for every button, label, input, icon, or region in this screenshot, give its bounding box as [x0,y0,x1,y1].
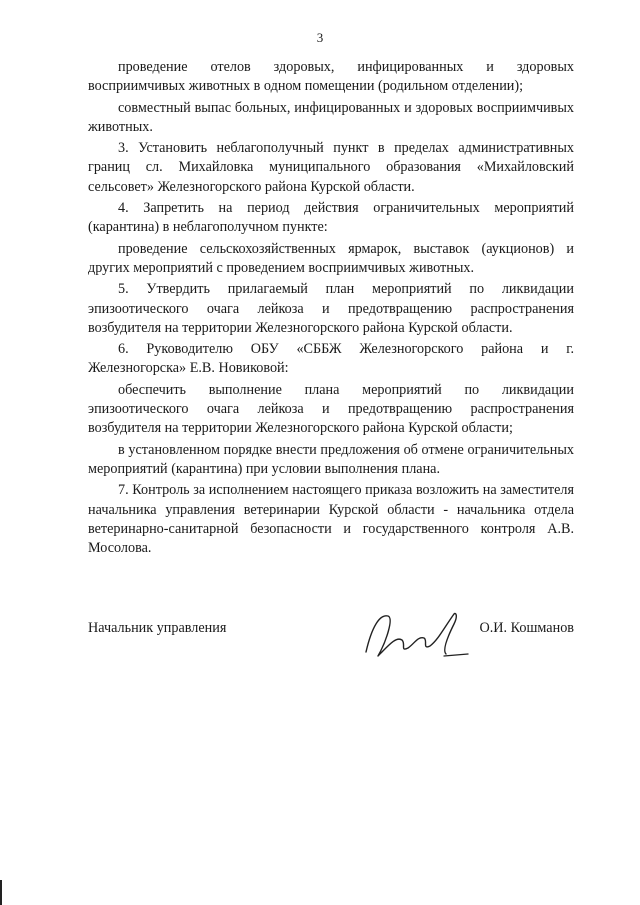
order-body [88,58,574,560]
page-number: 3 [316,30,324,45]
paragraph-calving-clause: проведение отелов здоровых, инфицированных и здоровых восприимчивых животных в одном помещении (родильном отделении); [88,59,574,95]
paragraph-item-6: 6. Руководителю ОБУ «СББЖ Железногорского района и г. Железногорска» Е.В. Новиковой: [88,341,574,377]
paragraph-item-7: 7. Контроль за исполнением настоящего приказа возложить на заместителя начальника управления ветеринарии Курской области - начальника отдела ветеринарно-санитарной безопасности и государственного контроля А.В. Мосолова. [88,482,574,557]
signatory-name: О.И. Кошманов [479,620,574,636]
paragraph-proposals-clause: в установленном порядке внести предложения об отмене ограничительных мероприятий (карантина) при условии выполнения плана. [88,441,574,477]
margin-mark [0,880,2,905]
paragraph-item-5: 5. Утвердить прилагаемый план мероприятий по ликвидации эпизоотического очага лейкоза и предотвращению распространения возбудителя на территории Железногорского района Курской области. [88,281,574,336]
paragraph-ensure-clause: обеспечить выполнение плана мероприятий по ликвидации эпизоотического очага лейкоза и предотвращению распространения возбудителя на территории Железногорского района Курской области; [88,381,574,437]
paragraph-item-4: 4. Запретить на период действия ограничительных мероприятий (карантина) в неблагополучном пункте: [88,200,574,236]
signature-block [88,620,574,680]
signatory-position: Начальник управления [88,620,227,636]
paragraph-fairs-clause: проведение сельскохозяйственных ярмарок, выставок (аукционов) и других мероприятий с проведением восприимчивых животных. [88,240,574,276]
paragraph-item-3: 3. Установить неблагополучный пункт в пределах административных границ сл. Михайловка муниципального образования «Михайловский сельсовет» Железногорского района Курской области. [88,140,574,195]
paragraph-grazing-clause: совместный выпас больных, инфицированных и здоровых восприимчивых животных. [88,99,574,135]
handwritten-signature [358,606,478,670]
